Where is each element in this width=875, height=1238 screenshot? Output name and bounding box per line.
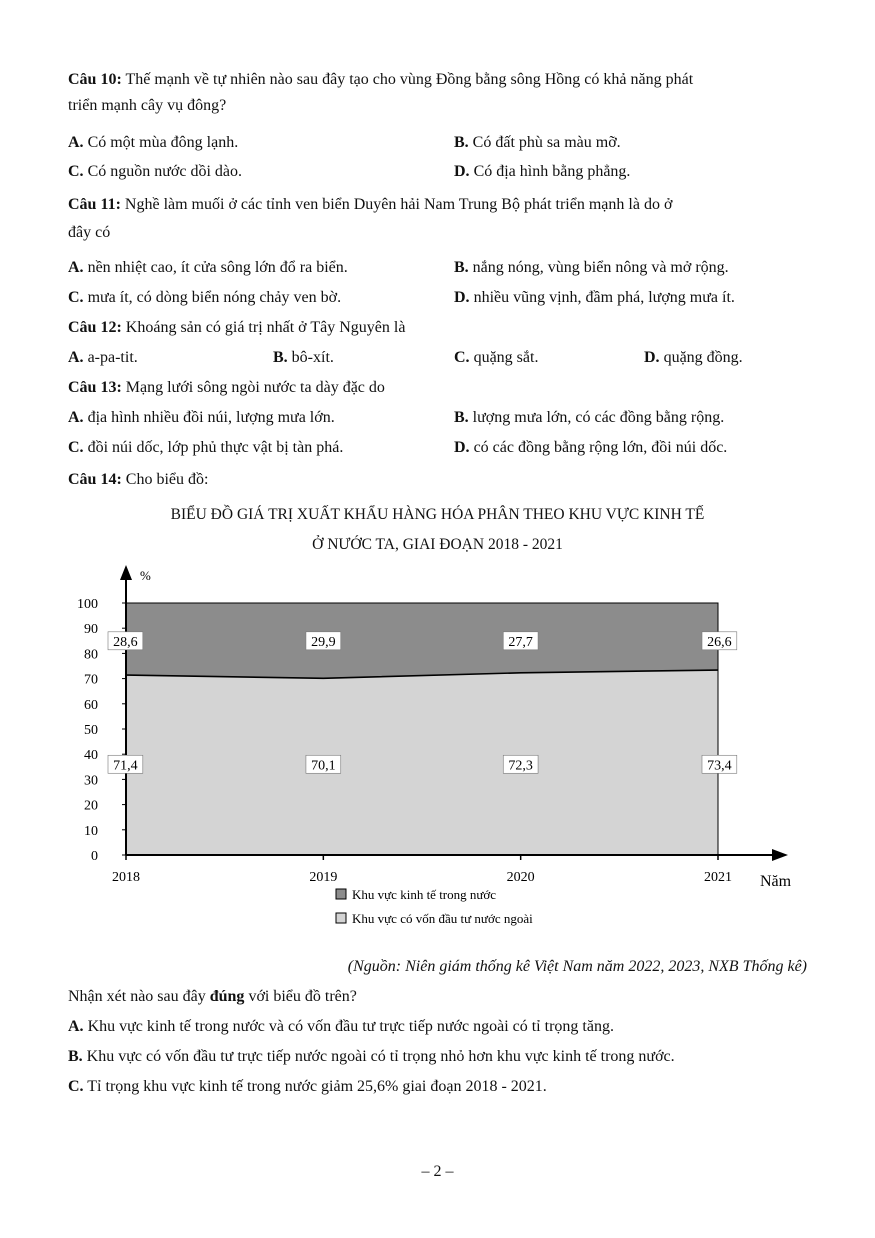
legend-label: Khu vực kinh tế trong nước: [352, 887, 497, 902]
y-tick-label: 30: [84, 773, 98, 789]
option-key: A.: [68, 259, 84, 276]
option-text: Có địa hình bằng phẳng.: [469, 163, 631, 180]
q14-option-c[interactable]: [68, 1077, 547, 1097]
option-key: D.: [454, 439, 470, 456]
question-11-stem: [68, 195, 672, 215]
option-key: C.: [68, 1078, 84, 1095]
q12-option-a[interactable]: [68, 348, 138, 368]
option-key: D.: [454, 163, 470, 180]
x-axis-label: Năm: [760, 873, 792, 890]
y-tick-label: 60: [84, 697, 98, 713]
page-number: – 2 –: [421, 1163, 454, 1180]
q11-option-c[interactable]: [68, 288, 341, 308]
question-text: Cho biểu đồ:: [121, 471, 209, 488]
question-text: Nghề làm muối ở các tỉnh ven biển Duyên hải Nam Trung Bộ phát triển mạnh là do ở: [120, 196, 673, 213]
option-key: A.: [68, 349, 84, 366]
option-text: a-pa-tit.: [83, 349, 138, 366]
question-text: Khoáng sản có giá trị nhất ở Tây Nguyên là: [121, 319, 406, 336]
data-label-foreign: 71,4: [113, 758, 138, 774]
option-text: Khu vực kinh tế trong nước và có vốn đầu tư trực tiếp nước ngoài có tỉ trọng tăng.: [83, 1018, 614, 1035]
legend-label: Khu vực có vốn đầu tư nước ngoài: [352, 911, 533, 926]
data-label-foreign: 72,3: [508, 758, 533, 774]
y-tick-label: 100: [77, 597, 98, 612]
y-axis-label: %: [140, 568, 151, 583]
option-key: B.: [454, 259, 469, 276]
x-tick-label: 2019: [309, 870, 338, 885]
question-10-stem-cont: triển mạnh cây vụ đông?: [68, 97, 227, 114]
chart-legend: [336, 887, 533, 926]
y-tick-label: 70: [84, 672, 98, 688]
option-key: D.: [454, 289, 470, 306]
q12-option-d[interactable]: [644, 348, 743, 368]
question-12-stem: [68, 318, 405, 338]
data-label-foreign: 73,4: [707, 758, 732, 774]
y-tick-label: 40: [84, 748, 98, 764]
y-axis-arrow: [120, 565, 132, 580]
q11-option-b[interactable]: [454, 258, 729, 278]
question-label: Câu 11:: [68, 196, 121, 213]
option-key: B.: [454, 409, 469, 426]
option-text: nhiều vũng vịnh, đầm phá, lượng mưa ít.: [469, 289, 735, 306]
question-label: Câu 13:: [68, 379, 122, 396]
q10-option-b[interactable]: [454, 133, 621, 153]
area-domestic: [126, 603, 718, 678]
option-key: B.: [454, 134, 469, 151]
legend-swatch: [336, 913, 346, 923]
question-label: Câu 14:: [68, 471, 122, 488]
area-foreign: [126, 670, 718, 855]
option-text: có các đồng bằng rộng lớn, đồi núi dốc.: [469, 439, 728, 456]
option-text: Tỉ trọng khu vực kinh tế trong nước giảm 25,6% giai đoạn 2018 - 2021.: [83, 1078, 547, 1095]
option-key: A.: [68, 1018, 84, 1035]
option-text: nền nhiệt cao, ít cửa sông lớn đổ ra biển.: [83, 259, 348, 276]
option-text: lượng mưa lớn, có các đồng bằng rộng.: [468, 409, 725, 426]
question-label: Câu 12:: [68, 319, 122, 336]
question-13-stem: [68, 378, 385, 398]
x-tick-label: 2020: [506, 870, 535, 885]
option-key: C.: [68, 163, 84, 180]
option-text: Khu vực có vốn đầu tư trực tiếp nước ngoài có tỉ trọng nhỏ hơn khu vực kinh tế trong nước.: [82, 1048, 675, 1065]
option-key: C.: [68, 439, 84, 456]
plot-area: [126, 603, 718, 855]
data-label-domestic: 27,7: [508, 634, 533, 650]
q12-option-c[interactable]: [454, 348, 538, 368]
q13-option-d[interactable]: [454, 438, 727, 458]
q10-option-a[interactable]: [68, 133, 238, 153]
question-text: Mạng lưới sông ngòi nước ta dày đặc do: [121, 379, 385, 396]
chart-title-line-2: Ở NƯỚC TA, GIAI ĐOẠN 2018 - 2021: [312, 536, 563, 553]
option-text: đồi núi dốc, lớp phủ thực vật bị tàn phá.: [83, 439, 344, 456]
question-label: Câu 10:: [68, 71, 122, 88]
option-text: bô-xít.: [287, 349, 334, 366]
y-tick-label: 80: [84, 647, 98, 663]
data-label-foreign: 70,1: [311, 758, 336, 774]
q13-option-b[interactable]: [454, 408, 724, 428]
y-tick-label: 50: [84, 723, 98, 738]
x-tick-label: 2021: [704, 870, 732, 885]
y-tick-label: 10: [84, 823, 98, 839]
option-key: C.: [454, 349, 470, 366]
q14-option-b[interactable]: [68, 1047, 675, 1067]
question-10-stem: [68, 70, 693, 90]
option-key: B.: [273, 349, 288, 366]
question-14-prompt: [68, 987, 357, 1007]
option-key: C.: [68, 289, 84, 306]
option-key: B.: [68, 1048, 83, 1065]
y-tick-label: 20: [84, 798, 98, 814]
chart-source: (Nguồn: Niên giám thống kê Việt Nam năm 2022, 2023, NXB Thống kê): [347, 958, 807, 975]
data-label-domestic: 28,6: [113, 634, 138, 650]
option-text: mưa ít, có dòng biển nóng chảy ven bờ.: [83, 289, 342, 306]
prompt-text: Nhận xét nào sau đây: [68, 988, 210, 1005]
q11-option-a[interactable]: [68, 258, 348, 278]
question-14-stem: [68, 470, 208, 490]
q11-option-d[interactable]: [454, 288, 735, 308]
prompt-emphasis: đúng: [209, 988, 245, 1005]
option-text: Có một mùa đông lạnh.: [83, 134, 239, 151]
option-key: A.: [68, 134, 84, 151]
q10-option-c[interactable]: [68, 162, 242, 182]
area-chart: [0, 560, 875, 960]
data-label-domestic: 26,6: [707, 634, 732, 650]
y-tick-label: 0: [91, 849, 98, 864]
chart-title-line-1: BIỂU ĐỒ GIÁ TRỊ XUẤT KHẨU HÀNG HÓA PHÂN THEO KHU VỰC KINH TẾ: [170, 506, 705, 523]
option-text: nắng nóng, vùng biển nông và mở rộng.: [468, 259, 729, 276]
x-axis-arrow: [772, 849, 788, 861]
prompt-text: với biểu đồ trên?: [244, 988, 357, 1005]
option-text: Có nguồn nước dồi dào.: [83, 163, 243, 180]
question-text: Thế mạnh về tự nhiên nào sau đây tạo cho vùng Đồng bằng sông Hồng có khả năng phát: [121, 71, 694, 88]
data-label-domestic: 29,9: [311, 634, 336, 650]
q14-option-a[interactable]: [68, 1017, 614, 1037]
option-key: D.: [644, 349, 660, 366]
option-text: Có đất phù sa màu mỡ.: [468, 134, 621, 151]
option-text: quặng đồng.: [659, 349, 743, 366]
q10-option-d[interactable]: [454, 162, 630, 182]
x-tick-label: 2018: [112, 870, 140, 885]
option-key: A.: [68, 409, 84, 426]
option-text: địa hình nhiều đồi núi, lượng mưa lớn.: [83, 409, 335, 426]
q13-option-a[interactable]: [68, 408, 335, 428]
question-11-stem-cont: đây có: [68, 224, 111, 241]
legend-swatch: [336, 889, 346, 899]
option-text: quặng sắt.: [469, 349, 539, 366]
q12-option-b[interactable]: [273, 348, 334, 368]
q13-option-c[interactable]: [68, 438, 343, 458]
y-tick-label: 90: [84, 622, 98, 638]
